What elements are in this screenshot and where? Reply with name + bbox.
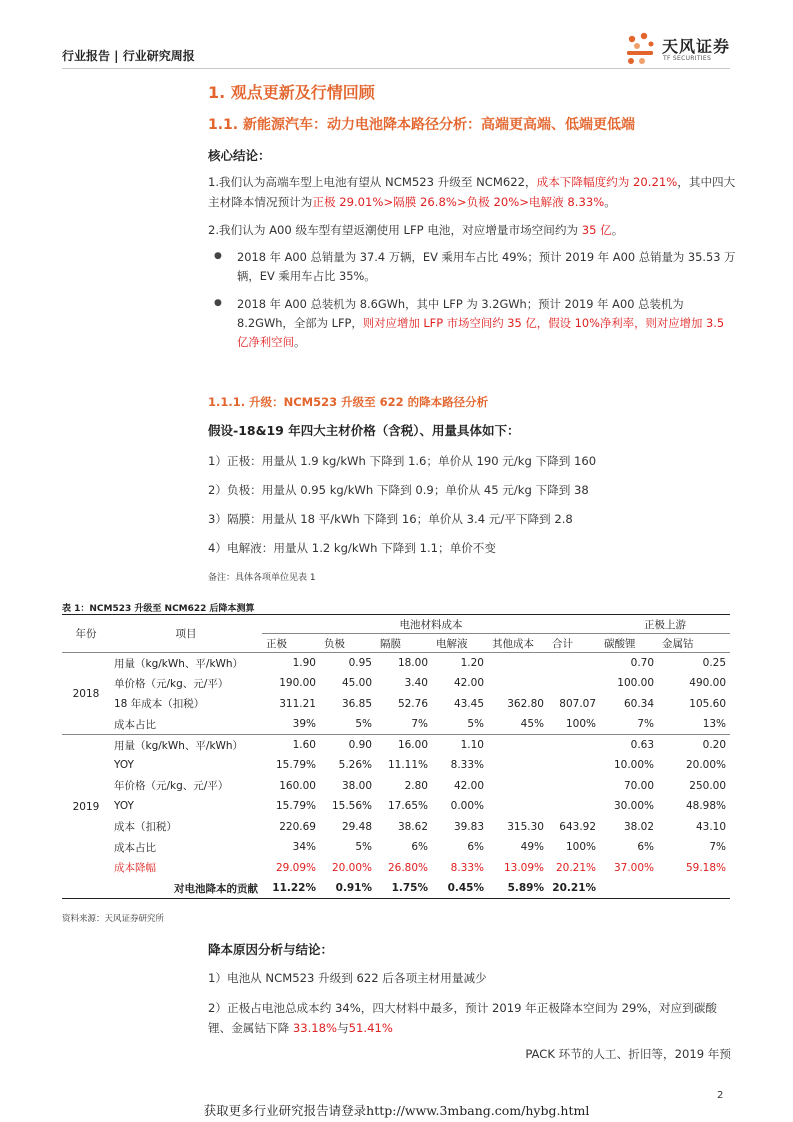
table-cell: 18.00: [376, 653, 432, 674]
row-label: YOY: [114, 759, 134, 772]
table-cell: 45%: [520, 718, 544, 730]
table-row: [62, 735, 730, 756]
table-cell: [488, 653, 548, 674]
section-1-heading: 1. 观点更新及行情回顾: [208, 83, 375, 102]
table-cell: 0.95: [320, 653, 376, 674]
table-cell: [488, 673, 548, 694]
section-1-1-1-heading: 1.1.1. 升级：NCM523 升级至 622 的降本路径分析: [208, 395, 489, 409]
table-cell: 6%: [637, 841, 655, 854]
truncated-text: PACK 环节的人工、折旧等，2019 年预: [525, 1047, 731, 1061]
bullet-dot-icon: ●: [214, 251, 222, 261]
logo-mark-icon: [626, 32, 660, 68]
table-cell: 643.92: [559, 820, 597, 833]
table-cell: 42.00: [453, 779, 484, 792]
table-cell: 362.80: [507, 697, 544, 710]
table-cell: 1.60: [262, 735, 320, 756]
highlight-text: 正极 29.01%>隔膜 26.8%>负极 20%>电解液 8.33%: [312, 195, 605, 209]
page-number: 2: [717, 1090, 724, 1101]
table-cell: 10.00%: [613, 759, 655, 772]
table-source: 资料来源：天风证券研究所: [62, 914, 165, 924]
table-cell: 5.89%: [488, 878, 548, 899]
highlight-text: 成本下降幅度约为 20.21%: [536, 175, 678, 189]
table-row: [62, 673, 730, 694]
highlight-text: 51.41%: [348, 1021, 393, 1035]
logo-english-name: TF SECURITIES: [663, 55, 712, 62]
table-cell: 0.20: [658, 735, 730, 756]
table-caption: 表 1：NCM523 升级至 NCM622 后降本测算: [62, 604, 255, 614]
table-cell: 220.69: [279, 820, 316, 833]
table-cell: [658, 878, 730, 899]
table-cell: 38.02: [623, 820, 655, 833]
table-cell: 490.00: [689, 677, 727, 690]
table-cell: 105.60: [689, 697, 727, 710]
footer-link-text: 获取更多行业研究报告请登录http://www.3mbang.com/hybg.html: [203, 1103, 590, 1118]
table-cell: 1.10: [432, 735, 488, 756]
table-cell: [488, 776, 548, 797]
table-cell: 8.33%: [450, 861, 484, 874]
row-label: 18 年成本（扣税）: [114, 698, 205, 711]
table-cell: [548, 776, 600, 797]
row-label: 成本降幅: [114, 862, 156, 875]
assumption-label: 假设-18&19 年四大主材价格（含税）、用量具体如下：: [208, 423, 520, 438]
highlight-text: 则对应增加 LFP 市场空间约 35 亿，假设 10%净利率，则对应增加 3.5 亿净利空间: [237, 316, 725, 349]
header-year: 年份: [62, 615, 110, 653]
table-cell: 52.76: [397, 697, 428, 710]
text-span: 。: [293, 335, 306, 349]
table-cell: 39.83: [453, 820, 484, 833]
col-header: 正极: [266, 637, 287, 650]
table-cell: 20.00%: [331, 861, 372, 874]
table-cell: 70.00: [623, 779, 655, 792]
table-cell: 7%: [411, 718, 428, 730]
table-row: [62, 837, 730, 858]
table-cell: 45.00: [341, 677, 372, 690]
table-cell: 6%: [411, 841, 428, 854]
table-cell: 15.79%: [275, 759, 316, 772]
table-row: [62, 796, 730, 817]
row-label: YOY: [114, 800, 134, 813]
assumption-item-2: 2）负极：用量从 0.95 kg/kWh 下降到 0.9；单价从 45 元/kg 下降到 38: [208, 483, 589, 497]
assumption-note: 备注：具体各项单位见表 1: [208, 573, 316, 583]
table-cell: 43.10: [695, 820, 727, 833]
col-header: 负极: [324, 637, 345, 650]
table-cell: 0.00%: [450, 800, 484, 813]
table-cell: 34%: [292, 841, 316, 854]
header-cathode-upstream: 正极上游: [600, 615, 730, 634]
table-row: [62, 755, 730, 776]
text-span: ，其中四大主材降本情况预计为: [208, 175, 736, 209]
bullet-item-1: 2018 年 A00 总销量为 37.4 万辆，EV 乘用车占比 49%；预计 2019 年 A00 总销量为 35.53 万辆，EV 乘用车占比 35%。: [237, 250, 736, 283]
text-span: 1.我们认为高端车型上电池有望从 NCM523 升级至 NCM622，: [208, 175, 537, 189]
table-cell: 48.98%: [685, 800, 727, 813]
table-cell: 190.00: [279, 677, 316, 690]
table-cell: 100%: [566, 718, 597, 730]
row-label: 单价格（元/kg、元/平）: [114, 677, 229, 690]
table-cell: 11.11%: [387, 759, 428, 772]
table-cell: 807.07: [559, 697, 597, 710]
table-cell: 43.45: [453, 697, 484, 710]
core-paragraph-2: [208, 220, 736, 240]
table-cell: [548, 796, 600, 817]
table-cell: [548, 653, 600, 674]
table-cell: 49%: [520, 841, 544, 854]
row-label: 年价格（元/kg、元/平）: [114, 780, 229, 793]
highlight-text: 33.18%: [292, 1021, 338, 1035]
text-span: 2）正极占电池总成本约 34%，四大材料中最多，预计 2019 年正极降本空间为 29%，对应到碳酸锂、金属钴下降: [208, 1001, 717, 1035]
row-label: 对电池降本的贡献: [110, 878, 262, 899]
table-cell: 15.79%: [275, 800, 316, 813]
table-header-row: [62, 615, 730, 634]
text-span: 2.我们认为 A00 级车型有望返潮使用 LFP 电池，对应增量市场空间约为: [208, 223, 582, 237]
table-cell: 0.91%: [320, 878, 376, 899]
table-cell: 38.00: [341, 779, 372, 792]
table-cell: [62, 878, 110, 899]
col-header: 隔膜: [380, 637, 401, 650]
report-header-title: 行业报告 | 行业研究周报: [62, 49, 195, 63]
assumption-item-4: 4）电解液：用量从 1.2 kg/kWh 下降到 1.1；单价不变: [208, 541, 496, 555]
table-cell: 59.18%: [685, 861, 727, 874]
table-row: [62, 714, 730, 735]
table-cell: 311.21: [279, 697, 316, 710]
highlight-text: 35 亿: [581, 223, 612, 237]
text-span: 与: [337, 1021, 349, 1035]
table-cell: [600, 878, 658, 899]
table-cell: 13.09%: [503, 861, 544, 874]
col-header: 碳酸锂: [604, 637, 636, 650]
table-row: [62, 653, 730, 674]
table-cell: 17.65%: [387, 800, 428, 813]
core-paragraph-1: [208, 172, 736, 212]
text-span: 2018 年 A00 总装机为 8.6GWh，其中 LFP 为 3.2GWh；预计 2019 年 A00 总装机为 8.2GWh，全部为 LFP，: [237, 297, 684, 330]
table-row: [62, 694, 730, 715]
header-item: 项目: [110, 615, 262, 653]
table-cell: 5%: [355, 718, 372, 730]
table-cell: [488, 796, 548, 817]
col-header: 电解液: [436, 637, 468, 650]
table-cell: 26.80%: [387, 861, 428, 874]
table-row: [62, 858, 730, 879]
section-1-1-heading: 1.1. 新能源汽车：动力电池降本路径分析：高端更高端、低端更低端: [208, 117, 635, 133]
table-cell: 160.00: [279, 779, 316, 792]
table-cell: [548, 755, 600, 776]
reason-1: 1）电池从 NCM523 升级到 622 后各项主材用量减少: [208, 971, 487, 985]
header-divider: [62, 68, 730, 69]
row-label: 用量（kg/kWh、平/kWh）: [110, 653, 262, 674]
cost-reduction-table: [62, 614, 730, 899]
table-cell: 1.20: [432, 653, 488, 674]
row-label: 成本占比: [114, 841, 156, 854]
table-cell: 11.22%: [262, 878, 320, 899]
table-cell: 0.25: [658, 653, 730, 674]
year-cell: 2019: [62, 735, 110, 879]
table-cell: 0.90: [320, 735, 376, 756]
table-cell: [548, 735, 600, 756]
table-cell: 7%: [637, 718, 655, 730]
table-cell: 38.62: [397, 820, 428, 833]
year-cell: 2018: [62, 653, 110, 735]
table-cell: 100.00: [617, 677, 655, 690]
table-cell: 7%: [709, 841, 727, 854]
brand-logo: [626, 32, 736, 66]
table-row: [62, 878, 730, 899]
assumption-item-3: 3）隔膜：用量从 18 平/kWh 下降到 16；单价从 3.4 元/平下降到 2.8: [208, 512, 573, 526]
row-label: 成本（扣税）: [114, 821, 177, 834]
table-cell: 1.90: [262, 653, 320, 674]
table-cell: 0.45%: [432, 878, 488, 899]
table-cell: [548, 673, 600, 694]
table-cell: 5%: [355, 841, 372, 854]
bullet-dot-icon: ●: [214, 298, 222, 308]
table-cell: 250.00: [689, 779, 727, 792]
table-cell: 20.21%: [555, 861, 597, 874]
table-cell: 0.70: [600, 653, 658, 674]
table-cell: 2.80: [404, 779, 428, 792]
table-cell: 20.21%: [548, 878, 600, 899]
table-cell: 5.26%: [338, 759, 372, 772]
table-cell: 16.00: [376, 735, 432, 756]
row-label: 成本占比: [114, 718, 156, 731]
table-cell: 60.34: [623, 697, 655, 710]
table-cell: 5%: [467, 718, 484, 730]
table-cell: 36.85: [341, 697, 372, 710]
table-cell: 13%: [702, 718, 727, 730]
table-cell: 29.09%: [275, 861, 316, 874]
table-cell: 20.00%: [685, 759, 727, 772]
table-cell: 100%: [566, 841, 597, 854]
text-span: 。: [611, 223, 624, 237]
table-cell: 37.00%: [613, 861, 655, 874]
table-cell: 315.30: [507, 820, 544, 833]
col-header: 金属钴: [662, 637, 694, 650]
assumption-item-1: 1）正极：用量从 1.9 kg/kWh 下降到 1.6；单价从 190 元/kg 下降到 160: [208, 454, 597, 468]
col-header: 其他成本: [492, 637, 534, 650]
text-span: 。: [604, 195, 616, 209]
core-conclusion-label: 核心结论：: [208, 148, 271, 163]
header-battery-material-cost: 电池材料成本: [262, 615, 600, 634]
table-cell: [488, 755, 548, 776]
logo-chinese-name: 天风证券: [662, 37, 731, 56]
table-cell: 3.40: [404, 677, 428, 690]
table-cell: 29.48: [341, 820, 372, 833]
col-header: 合计: [552, 637, 573, 650]
table-cell: 15.56%: [331, 800, 372, 813]
table-row: [62, 776, 730, 797]
table-cell: 39%: [292, 718, 316, 730]
table-cell: [488, 735, 548, 756]
row-label: 用量（kg/kWh、平/kWh）: [110, 735, 262, 756]
reason-2: [208, 998, 736, 1038]
table-cell: 42.00: [453, 677, 484, 690]
table-row: [62, 817, 730, 838]
reasons-label: 降本原因分析与结论：: [208, 942, 334, 957]
table-cell: 8.33%: [450, 759, 484, 772]
bullet-item-2: [237, 295, 736, 352]
table-cell: 6%: [467, 841, 484, 854]
table-cell: 30.00%: [613, 800, 655, 813]
table-cell: 1.75%: [376, 878, 432, 899]
table-cell: 0.63: [600, 735, 658, 756]
